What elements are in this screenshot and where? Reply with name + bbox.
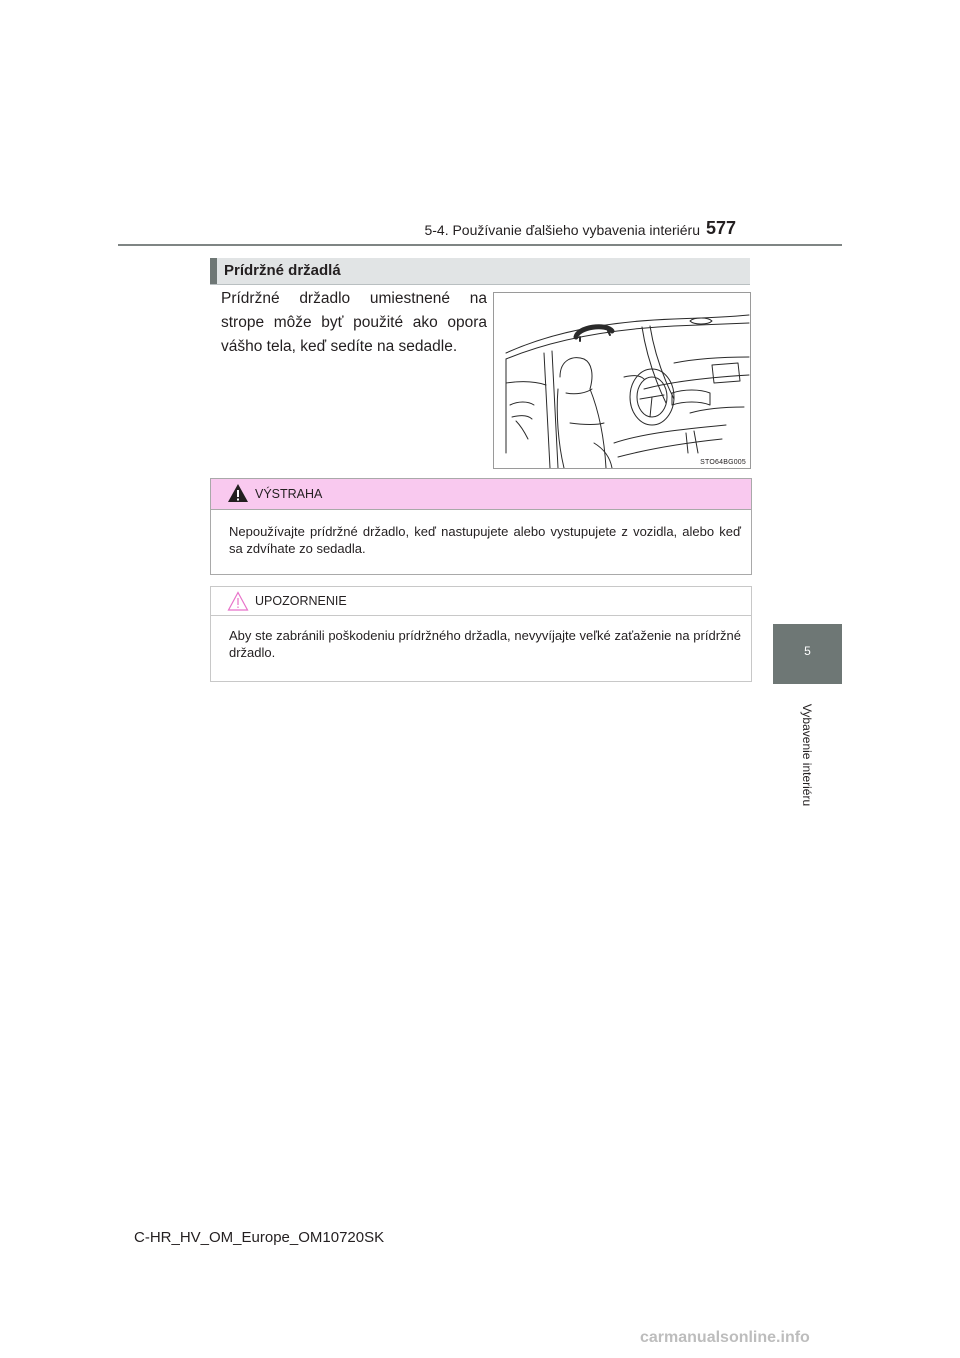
page-number: 577 — [706, 218, 737, 238]
caution-box — [210, 586, 752, 682]
section-header-bar — [210, 258, 217, 284]
header-rule — [118, 244, 842, 246]
caution-header — [211, 587, 751, 616]
caution-triangle-icon — [227, 591, 249, 611]
chapter-label: Vybavenie interiéru — [800, 703, 814, 807]
assist-grip-illustration — [493, 292, 751, 469]
section-title: Prídržné držadlá — [224, 262, 341, 279]
car-interior-drawing — [494, 293, 750, 468]
section-body-text: Prídržné držadlo umiestnené na strope môže byť použité ako opora vášho tela, keď sedíte na sedadle. — [221, 290, 487, 355]
warning-header — [211, 479, 751, 510]
warning-triangle-icon — [227, 483, 249, 503]
chapter-number: 5 — [804, 644, 811, 658]
chapter-label-container — [798, 690, 816, 820]
chapter-tab — [773, 624, 842, 684]
warning-text: Nepoužívajte prídržné držadlo, keď nastupujete alebo vystupujete z vozidla, alebo keď sa zdvíhate zo sedadla. — [229, 524, 741, 556]
watermark: carmanualsonline.info — [640, 1329, 810, 1346]
caution-text: Aby ste zabránili poškodeniu prídržného držadla, nevyvíjajte veľké zaťaženie na prídržné držadlo. — [229, 628, 741, 660]
header-section-title: 5-4. Používanie ďalšieho vybavenia interiéru — [424, 222, 700, 238]
section-header — [210, 258, 750, 285]
warning-title: VÝSTRAHA — [255, 487, 323, 501]
warning-box — [210, 478, 752, 575]
illustration-code: STO64BG005 — [700, 459, 746, 466]
document-code: C-HR_HV_OM_Europe_OM10720SK — [134, 1229, 385, 1246]
caution-title: UPOZORNENIE — [255, 594, 347, 608]
